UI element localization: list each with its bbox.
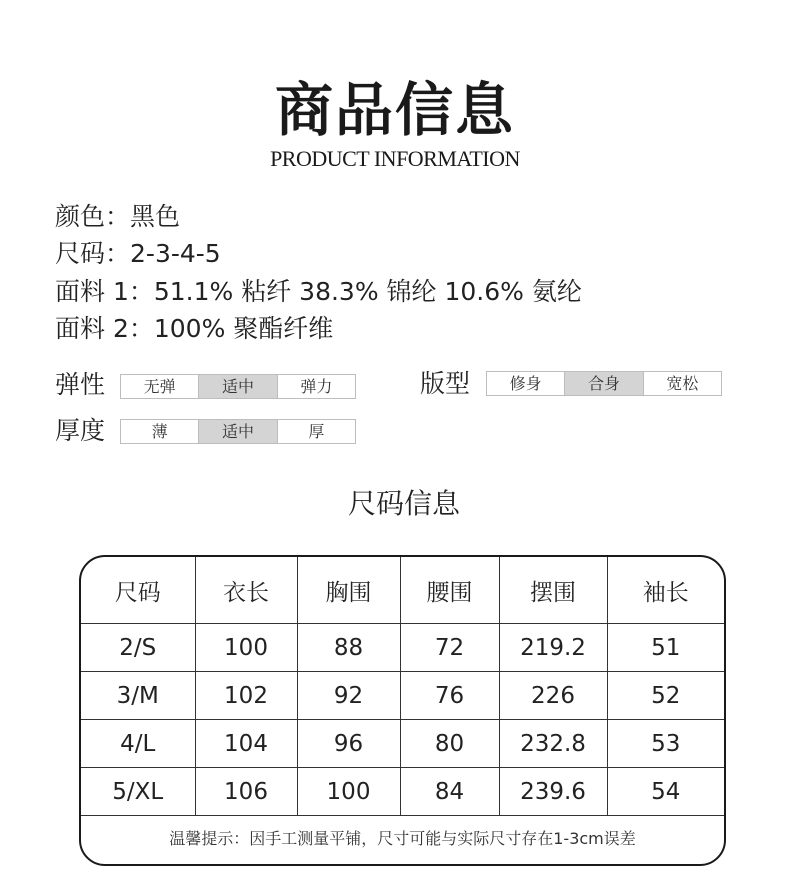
table-cell: 96 — [297, 720, 400, 768]
attribute-size — [55, 238, 221, 270]
table-cell: 3/M — [81, 672, 195, 720]
fit-label: 版型 — [420, 369, 471, 398]
table-cell: 52 — [607, 672, 724, 720]
header-length: 衣长 — [195, 557, 297, 624]
elasticity-option: 弹力 — [277, 375, 355, 398]
table-cell: 51 — [607, 624, 724, 672]
table-cell: 2/S — [81, 624, 195, 672]
table-cell: 5/XL — [81, 768, 195, 816]
attribute-label: 面料 1： — [55, 277, 154, 306]
thickness-label: 厚度 — [55, 416, 106, 445]
size-table-frame — [79, 555, 726, 866]
table-cell: 104 — [195, 720, 297, 768]
table-cell: 76 — [400, 672, 499, 720]
size-info-title: 尺码信息 — [347, 487, 460, 520]
table-header-row — [81, 557, 724, 624]
table-cell: 102 — [195, 672, 297, 720]
table-cell: 226 — [499, 672, 607, 720]
fit-option: 修身 — [509, 374, 542, 393]
attribute-value: 100% 聚酯纤维 — [153, 314, 334, 343]
attribute-label: 颜色： — [55, 202, 131, 231]
elasticity-scale — [120, 374, 356, 399]
attribute-color — [55, 201, 180, 233]
header-hem: 摆围 — [499, 557, 607, 624]
page-subtitle: PRODUCT INFORMATION — [270, 146, 520, 171]
table-cell: 232.8 — [499, 720, 607, 768]
table-row — [81, 768, 724, 816]
elasticity-option-selected: 适中 — [198, 375, 276, 398]
attribute-label: 面料 2： — [55, 314, 154, 343]
table-cell: 92 — [297, 672, 400, 720]
header-size: 尺码 — [81, 557, 195, 624]
table-cell: 84 — [400, 768, 499, 816]
table-cell: 239.6 — [499, 768, 607, 816]
header-chest: 胸围 — [297, 557, 400, 624]
table-cell: 88 — [297, 624, 400, 672]
size-table — [81, 557, 724, 816]
table-cell: 80 — [400, 720, 499, 768]
thickness-option: 薄 — [151, 422, 168, 441]
table-cell: 100 — [195, 624, 297, 672]
header-sleeve: 袖长 — [607, 557, 724, 624]
thickness-scale — [120, 419, 356, 444]
table-row — [81, 624, 724, 672]
table-cell: 4/L — [81, 720, 195, 768]
elasticity-option: 无弹 — [143, 377, 176, 396]
attribute-value: 2-3-4-5 — [130, 239, 221, 268]
thickness-option: 厚 — [277, 420, 355, 443]
fit-option: 宽松 — [643, 372, 721, 395]
table-row — [81, 672, 724, 720]
page-title: 商品信息 — [274, 76, 515, 144]
attribute-label: 尺码： — [55, 239, 131, 268]
table-cell: 219.2 — [499, 624, 607, 672]
attribute-value: 51.1% 粘纤 38.3% 锦纶 10.6% 氨纶 — [153, 277, 582, 306]
table-cell: 53 — [607, 720, 724, 768]
table-cell: 100 — [297, 768, 400, 816]
attribute-value: 黑色 — [130, 202, 181, 231]
fit-option-selected: 合身 — [564, 372, 642, 395]
attribute-fabric-1 — [55, 276, 582, 308]
table-row — [81, 720, 724, 768]
elasticity-label: 弹性 — [55, 370, 106, 399]
table-cell: 106 — [195, 768, 297, 816]
table-cell: 72 — [400, 624, 499, 672]
measurement-note: 温馨提示：因手工测量平铺，尺寸可能与实际尺寸存在1-3cm误差 — [169, 829, 636, 848]
fit-scale — [486, 371, 722, 396]
table-cell: 54 — [607, 768, 724, 816]
attribute-fabric-2 — [55, 313, 333, 345]
header-waist: 腰围 — [400, 557, 499, 624]
thickness-option-selected: 适中 — [198, 420, 276, 443]
